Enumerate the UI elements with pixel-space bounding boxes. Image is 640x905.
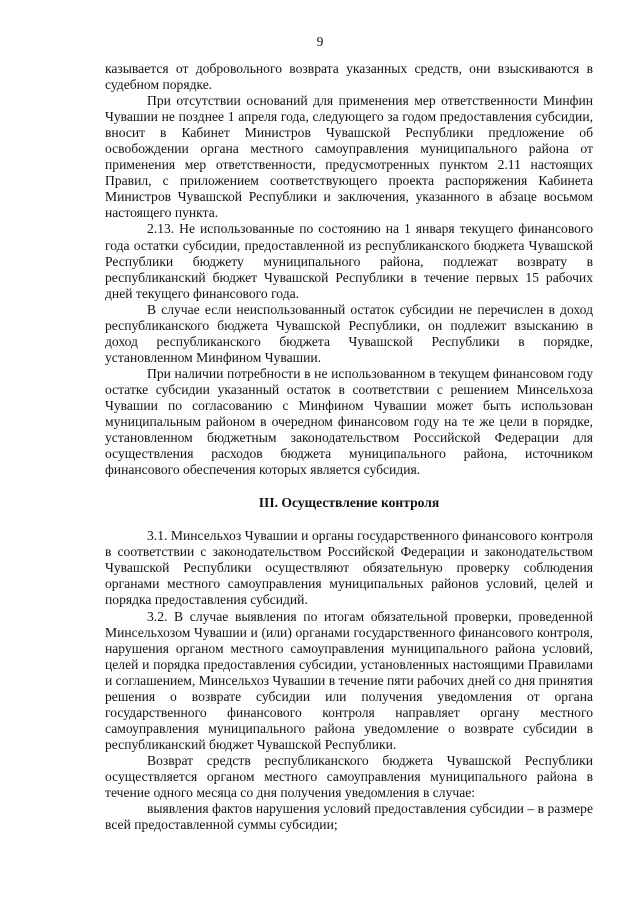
paragraph-balance-usage: При наличии потребности в не использованном в текущем финансовом году остатке субсидии указанный остаток в соответствии с решением Минсельхоза Чувашии по согласованию с Минфином Чувашии может быть использован муниципальным районом в очередном финансовом году на те же цели в порядке, установленном бюджетным законодательством Российской Федерации для осуществления расходов бюджета муниципального района, источником финансового обеспечения которых является субсидия.: [105, 365, 593, 478]
paragraph-exemption-proposal: При отсутствии оснований для применения мер ответственности Минфин Чувашии не позднее 1 апреля года, следующего за годом предоставления субсидии, вносит в Кабинет Министров Чувашской Республики предложение об освобождении органа местного самоуправления муниципального района от применения мер ответственности, предусмотренных пунктом 2.11 настоящих Правил, с приложением соответствующего проекта распоряжения Кабинета Министров Чувашской Республики и заключения, указанного в абзаце восьмом настоящего пункта.: [105, 93, 593, 221]
paragraph-continuation: казывается от добровольного возврата указанных средств, они взыскиваются в судебном порядке.: [105, 61, 593, 93]
paragraph-3-2-violations: 3.2. В случае выявления по итогам обязательной проверки, проведенной Минсельхозом Чувашии и (или) органами государственного финансового контроля, нарушения органом местного самоуправления муниципального района условий, целей и порядка предоставления субсидии, установленных настоящими Правилами и соглашением, Минсельхоз Чувашии в течение пяти рабочих дней со дня принятия решения о возврате субсидии или получения уведомления от органа государственного финансового контроля направляет органу местного самоуправления муниципального района уведомление о возврате субсидии в республиканский бюджет Чувашской Республики.: [105, 608, 593, 752]
paragraph-3-1-inspection: 3.1. Минсельхоз Чувашии и органы государственного финансового контроля в соответствии с законодательством Российской Федерации и законодательством Чувашской Республики осуществляют обязательную проверку соблюдения органами местного самоуправления муниципальных районов условий, целей и порядка предоставления субсидий.: [105, 528, 593, 608]
document-body: [105, 61, 593, 833]
paragraph-recovery: В случае если неиспользованный остаток субсидии не перечислен в доход республиканского бюджета Чувашской Республики, он подлежит взысканию в доход республиканского бюджета Чувашской Республики в порядке, установленном Минфином Чувашии.: [105, 301, 593, 365]
paragraph-refund: Возврат средств республиканского бюджета Чувашской Республики осуществляется органом местного самоуправления муниципального района в течение одного месяца со дня получения уведомления в случае:: [105, 752, 593, 801]
page-number: 9: [316, 34, 324, 49]
section-title: III. Осуществление контроля: [258, 495, 440, 511]
paragraph-2-13-unused-balances: 2.13. Не использованные по состоянию на 1 января текущего финансового года остатки субсидии, предоставленной из республиканского бюджета Чувашской Республики бюджету муниципального района, подлежат возврату в республиканский бюджет Чувашской Республики в течение первых 15 рабочих дней текущего финансового года.: [105, 221, 593, 301]
paragraph-full-refund-case: выявления фактов нарушения условий предоставления субсидии – в размере всей предоставленной суммы субсидии;: [105, 801, 593, 833]
